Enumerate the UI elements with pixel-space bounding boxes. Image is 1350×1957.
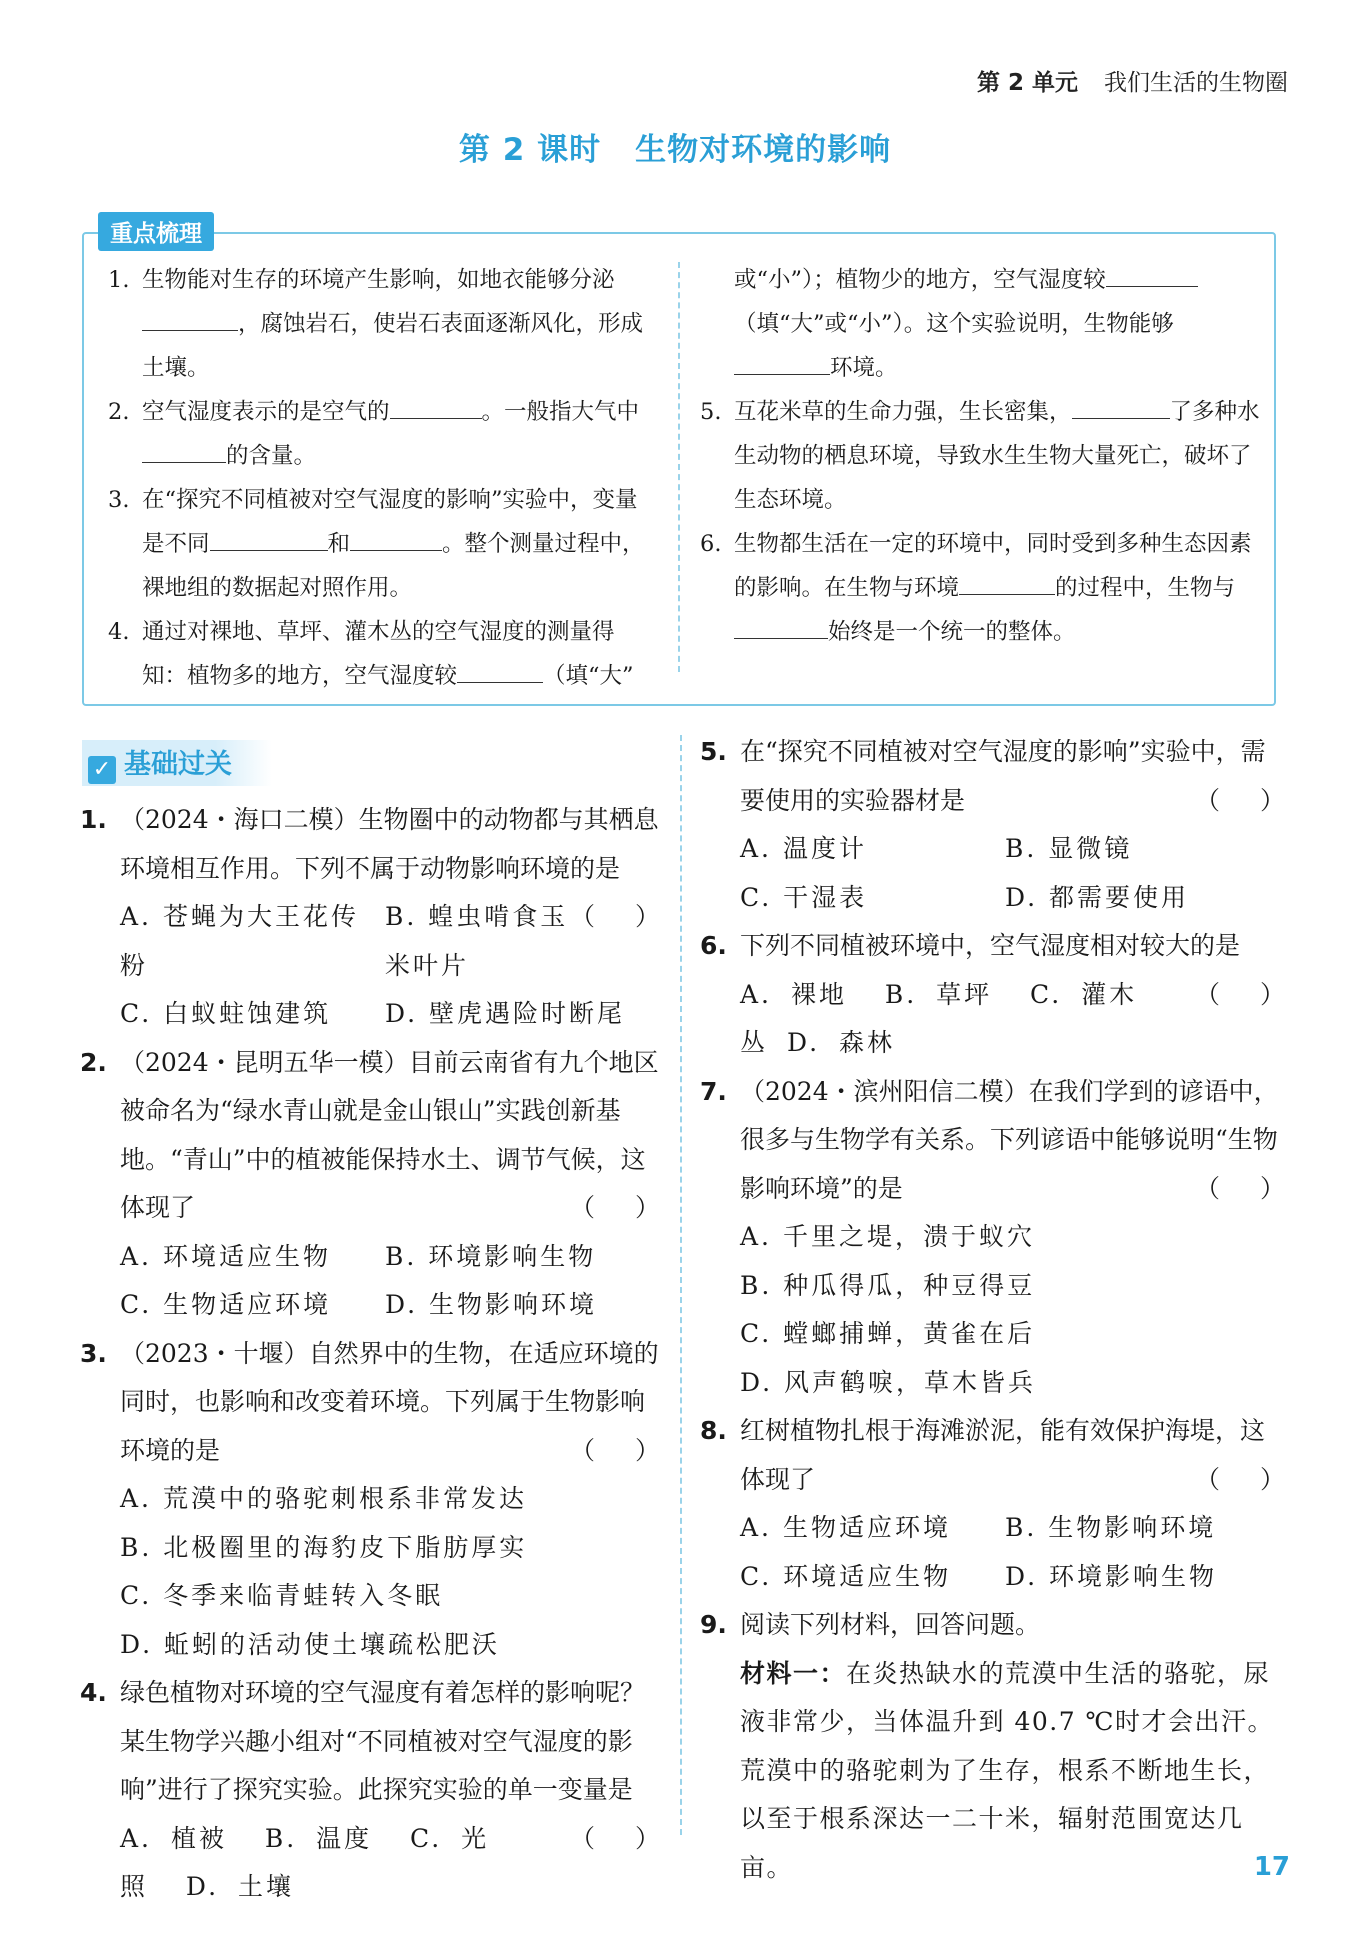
option-c[interactable]: C. 螳螂捕蝉，黄雀在后	[740, 1319, 1036, 1348]
option-d[interactable]: D. 环境影响生物	[1005, 1561, 1218, 1591]
option-b[interactable]: B. 生物影响环境	[1005, 1513, 1217, 1542]
key-point-4-continued: 或“小”）；植物少的地方，空气湿度较（填“大”或“小”）。这个实验说明，生物能够环境。	[700, 258, 1260, 390]
option-d[interactable]: D. 风声鹤唳，草木皆兵	[740, 1367, 1037, 1397]
question-1: 1. （2024・海口二模）生物圈中的动物都与其栖息环境相互作用。下列不属于动物影响环境的是 （ ）	[80, 796, 660, 893]
question-7: 7. （2024・滨州阳信二模）在我们学到的谚语中，很多与生物学有关系。下列谚语中能够说明“生物影响环境”的是 （ ）	[700, 1068, 1285, 1214]
question-2: 2. （2024・昆明五华一模）目前云南省有九个地区被命名为“绿水青山就是金山银山”实践创新基地。“青山”中的植被能保持水土、调节气候，这体现了 （ ）	[80, 1039, 660, 1233]
checkbox-icon: ✓	[88, 756, 116, 784]
key-point-3: 3. 在“探究不同植被对空气湿度的影响”实验中，变量是不同 和 。整个测量过程中，裸地组的数据起对照作用。	[108, 487, 645, 601]
question-9: 9. 阅读下列材料，回答问题。	[700, 1610, 1041, 1639]
option-b[interactable]: B. 环境影响生物	[385, 1241, 597, 1271]
material-label: 材料一：	[740, 1658, 847, 1688]
option-d[interactable]: D. 壁虎遇险时断尾	[385, 999, 626, 1028]
lesson-name: 生物对环境的影响	[635, 132, 892, 168]
fill-blank[interactable]	[1072, 390, 1170, 419]
fill-blank[interactable]	[734, 346, 830, 375]
option-d[interactable]: D. 蚯蚓的活动使土壤疏松肥沃	[120, 1629, 501, 1659]
page-header	[977, 64, 1288, 97]
option-c[interactable]: C. 冬季来临青蛙转入冬眠	[120, 1581, 444, 1610]
fill-blank[interactable]	[350, 522, 442, 551]
answer-bracket[interactable]	[570, 1184, 660, 1233]
option-c[interactable]: C. 光照	[120, 1823, 490, 1901]
option-a[interactable]: A. 千里之堤，溃于蚁穴	[740, 1222, 1035, 1251]
option-b[interactable]: B. 北极圈里的海豹皮下脂肪厚实	[120, 1532, 528, 1562]
option-d[interactable]: D. 生物影响环境	[385, 1290, 598, 1319]
column-divider	[680, 735, 682, 1835]
answer-bracket[interactable]	[1195, 777, 1285, 826]
question-6: 6. 下列不同植被环境中，空气湿度相对较大的是 （ ）	[700, 922, 1285, 971]
fill-blank[interactable]	[457, 654, 543, 683]
option-a[interactable]: A. 生物适应环境	[740, 1513, 951, 1542]
option-c[interactable]: C. 灌木丛	[740, 979, 1138, 1057]
key-point-2: 2. 空气湿度表示的是空气的 。一般指大气中的含量。	[108, 390, 653, 478]
option-d[interactable]: D. 土壤	[185, 1872, 294, 1901]
option-b[interactable]: B. 蝗虫啃食玉米叶片	[385, 902, 569, 980]
question-4: 4. 绿色植物对环境的空气湿度有着怎样的影响呢？某生物学兴趣小组对“不同植被对空气湿度的影响”进行了探究实验。此探究实验的单一变量是 （ ）	[80, 1669, 660, 1815]
unit-label: 第 2 单元	[976, 70, 1078, 96]
option-d[interactable]: D. 森林	[786, 1028, 896, 1057]
option-a[interactable]: A. 环境适应生物	[120, 1241, 331, 1271]
fill-blank[interactable]	[959, 566, 1055, 595]
key-points-left-column	[108, 258, 653, 698]
page-number: 17	[1253, 1852, 1290, 1882]
questions-left-column	[80, 796, 660, 1912]
material-text: 在炎热缺水的荒漠中生活的骆驼，尿液非常少，当体温升到 40.7 ℃时才会出汗。荒漠中的骆驼刺为了生存，根系不断地生长，以至于根系深达一二十米，辐射范围宽达几亩。	[740, 1658, 1275, 1882]
option-b[interactable]: B. 显微镜	[1005, 834, 1133, 863]
key-point-4: 4. 通过对裸地、草坪、灌木丛的空气湿度的测量得知：植物多的地方，空气湿度较 （填“大”	[108, 619, 634, 689]
option-a[interactable]: A. 苍蝇为大王花传粉	[120, 902, 359, 980]
key-point-1: 1. 生物能对生存的环境产生影响，如地衣能够分泌，腐蚀岩石，使岩石表面逐渐风化，形成土壤。	[108, 267, 644, 381]
option-c[interactable]: C. 环境适应生物	[740, 1561, 952, 1591]
answer-bracket[interactable]	[570, 1815, 660, 1864]
unit-title: 我们生活的生物圈	[1104, 70, 1288, 96]
fill-blank[interactable]	[210, 522, 328, 551]
key-point-5: 5. 互花米草的生命力强，生长密集， 了多种水生动物的栖息环境，导致水生生物大量死亡，破坏了生态环境。	[700, 390, 1260, 522]
option-b[interactable]: B. 草坪	[884, 979, 993, 1009]
option-b[interactable]: B. 种瓜得瓜，种豆得豆	[740, 1270, 1036, 1300]
fill-blank[interactable]	[142, 302, 238, 331]
fill-blank[interactable]	[142, 434, 226, 463]
answer-bracket[interactable]	[570, 1427, 660, 1476]
answer-bracket[interactable]	[1195, 971, 1285, 1020]
question-8: 8. 红树植物扎根于海滩淤泥，能有效保护海堤，这体现了 （ ）	[700, 1407, 1285, 1504]
answer-bracket[interactable]	[1195, 1456, 1285, 1505]
fill-blank[interactable]	[1106, 258, 1198, 287]
option-a[interactable]: A. 裸地	[740, 979, 847, 1009]
option-b[interactable]: B. 温度	[264, 1823, 373, 1853]
fill-blank[interactable]	[734, 610, 828, 639]
question-3: 3. （2023・十堰）自然界中的生物，在适应环境的同时，也影响和改变着环境。下列属于生物影响环境的是 （ ）	[80, 1330, 660, 1476]
option-c[interactable]: C. 白蚁蛀蚀建筑	[120, 999, 332, 1028]
key-points-right-column	[700, 258, 1260, 654]
option-a[interactable]: A. 荒漠中的骆驼刺根系非常发达	[120, 1484, 527, 1513]
option-c[interactable]: C. 干湿表	[740, 882, 868, 912]
answer-bracket[interactable]	[1195, 1165, 1285, 1214]
lesson-number: 第 2 课时	[458, 132, 602, 168]
option-c[interactable]: C. 生物适应环境	[120, 1290, 332, 1319]
key-points-tag: 重点梳理	[98, 212, 214, 251]
key-point-6: 6. 生物都生活在一定的环境中，同时受到多种生态因素的影响。在生物与环境 的过程中，生物与始终是一个统一的整体。	[700, 531, 1252, 645]
option-a[interactable]: A. 温度计	[740, 834, 867, 863]
answer-bracket[interactable]	[570, 893, 660, 942]
column-divider	[678, 262, 680, 672]
question-5: 5. 在“探究不同植被对空气湿度的影响”实验中，需要使用的实验器材是 （ ）	[700, 728, 1285, 825]
questions-right-column	[700, 728, 1285, 1892]
option-d[interactable]: D. 都需要使用	[1005, 882, 1190, 912]
option-a[interactable]: A. 植被	[120, 1823, 227, 1853]
fill-blank[interactable]	[390, 390, 482, 419]
basic-section-tag: ✓ 基础过关	[82, 740, 272, 786]
lesson-title	[0, 124, 1350, 169]
material-one	[700, 1650, 1285, 1893]
